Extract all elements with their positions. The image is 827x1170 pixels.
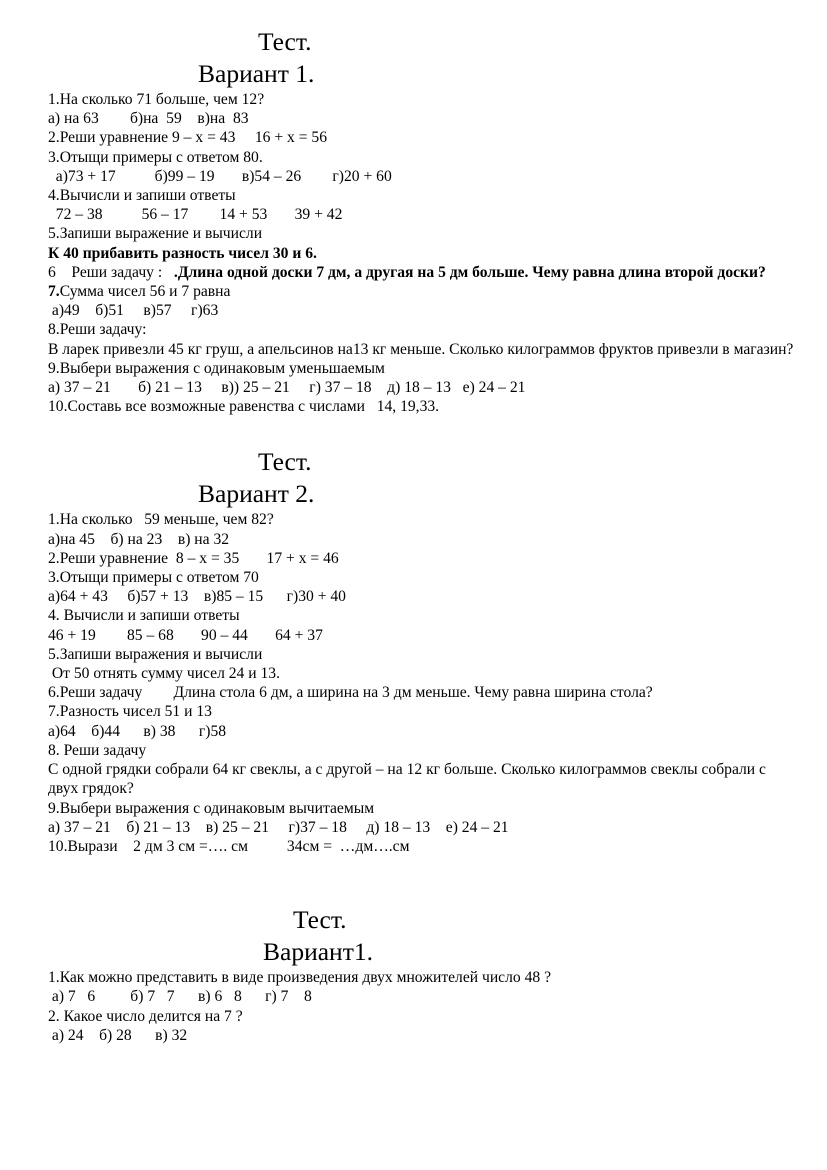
question-line: 8.Реши задачу: xyxy=(48,321,147,339)
title-block-2 xyxy=(48,446,799,510)
title-block-1 xyxy=(48,26,799,90)
title-test-2: Тест. xyxy=(258,447,312,477)
question-line: 9.Выбери выражения с одинаковым вычитаемым xyxy=(48,799,375,817)
option-line: а) на 63 б)на 59 в)на 83 xyxy=(48,110,249,128)
question-line: В ларек привезли 45 кг груш, а апельсинов на13 кг меньше. Сколько килограммов фруктов привезли в магазин? xyxy=(48,340,794,358)
section-spacer-2 xyxy=(48,856,799,904)
option-line: а) 37 – 21 б) 21 – 13 в)) 25 – 21 г) 37 – 18 д) 18 – 13 е) 24 – 21 xyxy=(48,379,526,397)
title-variant-2: Вариант 2. xyxy=(198,479,315,509)
test-section-variant-1 xyxy=(0,0,827,416)
option-line: а)64 б)44 в) 38 г)58 xyxy=(48,722,227,740)
question-line: 9.Выбери выражения с одинаковым уменьшаемым xyxy=(48,359,385,377)
option-line: а)64 + 43 б)57 + 13 в)85 – 15 г)30 + 40 xyxy=(48,588,346,606)
option-line: 72 – 38 56 – 17 14 + 53 39 + 42 xyxy=(48,206,343,224)
question-line: С одной грядки собрали 64 кг свеклы, а с другой – на 12 кг больше. Сколько килограммов свеклы собрали с двух грядок? xyxy=(48,761,770,798)
question-list-3 xyxy=(48,968,799,1045)
question-line: 10.Вырази 2 дм 3 см =…. см 34см = …дм….см xyxy=(48,837,410,855)
question-line: 2.Реши уравнение 9 – х = 43 16 + х = 56 xyxy=(48,129,328,147)
title-variant-3: Вариант1. xyxy=(263,937,373,967)
section-spacer-1 xyxy=(48,416,799,446)
option-line: а)73 + 17 б)99 – 19 в)54 – 26 г)20 + 60 xyxy=(48,167,392,185)
question-line: 5.Запиши выражение и вычисли xyxy=(48,225,263,243)
test-section-variant-1-b xyxy=(0,856,827,1045)
question-line xyxy=(48,282,799,301)
question-number-bold: 7. xyxy=(48,283,60,301)
option-line: а) 37 – 21 б) 21 – 13 в) 25 – 21 г)37 – 18 д) 18 – 13 е) 24 – 21 xyxy=(48,818,509,836)
option-line: а) 7 6 б) 7 7 в) 6 8 г) 7 8 xyxy=(48,988,312,1006)
question-line: 3.Отыщи примеры с ответом 70 xyxy=(48,569,259,587)
top-spacer xyxy=(48,0,799,26)
question-list-2 xyxy=(48,510,799,856)
question-body: Сумма чисел 56 и 7 равна xyxy=(59,283,231,301)
option-line: а) 24 б) 28 в) 32 xyxy=(48,1026,188,1044)
question-body-bold: .Длина одной доски 7 дм, а другая на 5 дм больше. Чему равна длина второй доски? xyxy=(162,263,766,281)
title-test-1: Тест. xyxy=(258,27,312,56)
option-line: а)49 б)51 в)57 г)63 xyxy=(48,302,219,320)
question-line: 8. Реши задачу xyxy=(48,741,147,759)
title-test-3: Тест. xyxy=(293,905,347,935)
question-line: 4.Вычисли и запиши ответы xyxy=(48,187,236,205)
question-line: 2. Какое число делится на 7 ? xyxy=(48,1007,243,1025)
question-line: 5.Запиши выражения и вычисли xyxy=(48,645,263,663)
test-section-variant-2 xyxy=(0,416,827,856)
title-block-3 xyxy=(48,904,799,968)
question-line: 6.Реши задачу Длина стола 6 дм, а ширина на 3 дм меньше. Чему равна ширина стола? xyxy=(48,684,653,702)
option-line: 46 + 19 85 – 68 90 – 44 64 + 37 xyxy=(48,626,323,644)
question-line: 1.Как можно представить в виде произведения двух множителей число 48 ? xyxy=(48,969,551,987)
question-line: 4. Вычисли и запиши ответы xyxy=(48,607,240,625)
question-prefix: 6 Реши задачу : xyxy=(48,263,163,281)
question-line: 1.На сколько 59 меньше, чем 82? xyxy=(48,511,274,529)
question-line: 3.Отыщи примеры с ответом 80. xyxy=(48,148,263,166)
question-line xyxy=(48,263,799,282)
question-line-bold: К 40 прибавить разность чисел 30 и 6. xyxy=(48,244,317,262)
question-line: От 50 отнять сумму чисел 24 и 13. xyxy=(48,665,280,683)
option-line: а)на 45 б) на 23 в) на 32 xyxy=(48,530,230,548)
title-variant-1: Вариант 1. xyxy=(198,59,315,88)
question-line: 10.Составь все возможные равенства с числами 14, 19,33. xyxy=(48,398,440,416)
question-line: 1.На сколько 71 больше, чем 12? xyxy=(48,91,265,108)
question-list-1 xyxy=(48,90,799,416)
question-line: 2.Реши уравнение 8 – х = 35 17 + х = 46 xyxy=(48,549,339,567)
question-line: 7.Разность чисел 51 и 13 xyxy=(48,703,212,721)
